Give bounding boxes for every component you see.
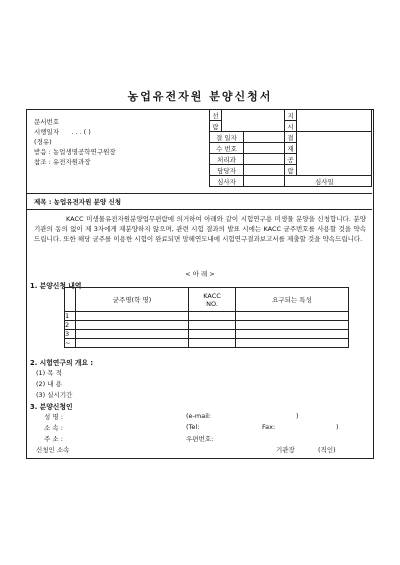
row-dept-value[interactable] [244,154,285,165]
date-label: 시행일자 [34,128,60,136]
below-heading: < 아 래 > [185,270,215,278]
applicant-affiliation-label: 신청인 소속 [36,446,70,454]
request-items-table [64,287,349,348]
gyeoljae-gongram-box[interactable] [297,132,372,176]
index-header [65,288,76,312]
row-number-value[interactable] [244,143,285,154]
affiliation-label: 소 속 : [44,424,63,432]
row-date-value[interactable] [244,132,285,143]
subject-row [26,193,372,210]
table-row [65,312,349,321]
email-label: (e-mail: [186,412,211,420]
kacc-no-cell[interactable] [189,321,236,330]
seon-ram-box[interactable] [222,110,285,132]
zipcode-label: 우편번호: [186,435,214,443]
section1-title: 1. 분양신청 내역 [30,282,82,290]
kacc-no-cell[interactable] [189,339,236,348]
strain-name-header: 균주명(학 명) [76,288,189,312]
ram-label: 람 [210,121,222,132]
row-date-label: 결 일자 [210,132,244,143]
address-label: 주 소 : [44,435,63,443]
gong-label: 공 [285,154,297,165]
jisi-box[interactable] [297,110,372,132]
via-label: (경유) [34,138,52,146]
institution-head-label: 기관장 [276,446,295,454]
row-index: 3 [65,330,76,339]
section3-title: 3. 분양신청인 [30,403,73,411]
body-paragraph [34,214,366,244]
kacc-no-cell[interactable] [189,312,236,321]
form-header [26,109,372,194]
row-dept-label: 처리과 [210,154,244,165]
email-close: ) [296,412,299,420]
trait-cell[interactable] [236,330,349,339]
strain-name-cell[interactable] [76,330,189,339]
doc-number-label: 문서번호 [34,118,60,126]
seon-label: 선 [210,110,222,121]
strain-name-cell[interactable] [76,312,189,321]
ram2-label: 람 [285,165,297,176]
row-staff-label: 담당자 [210,165,244,176]
table-row [65,339,349,348]
fax-label: Fax: [262,423,276,431]
form-title: 농업유전자원 분양신청서 [127,90,273,103]
period-label: (3) 실시기간 [36,391,73,399]
subject-text: 제목 : 농업유전자원 분양 신청 [34,198,121,206]
date-row [34,127,116,137]
jae-label: 재 [285,143,297,154]
gyeol-label: 결 [285,132,297,143]
trait-cell[interactable] [236,321,349,330]
row-reviewer-value[interactable] [244,176,285,187]
header-info [34,117,116,167]
row-index: ~ [65,339,76,348]
reference-label: 참조 : 유전자원과장 [34,158,91,166]
kacc-no-cell[interactable] [189,330,236,339]
purpose-label: (1) 목 적 [36,369,62,377]
trait-cell[interactable] [236,312,349,321]
row-number-label: 수 번호 [210,143,244,154]
row-index: 1 [65,312,76,321]
strain-name-cell[interactable] [76,321,189,330]
content-label: (2) 내 용 [36,380,62,388]
row-index: 2 [65,321,76,330]
tel-label: (Tel: [186,423,200,431]
review-date-label: 심사일 [285,176,372,187]
row-staff-value[interactable] [244,165,285,176]
row-reviewer-label: 심사자 [210,176,244,187]
ji-label: 지 [285,110,297,121]
approval-table [209,109,372,187]
recipient-label: 받음 : 농업생명공학연구원장 [34,148,116,156]
date-value: . . . ( ) [71,128,91,136]
official-seal-label: (직인) [318,446,336,454]
trait-cell[interactable] [236,339,349,348]
kacc-no-header: KACC NO. [189,288,236,312]
strain-name-cell[interactable] [76,339,189,348]
si-label: 시 [285,121,297,132]
section2-title: 2. 시험연구의 개요 : [30,359,94,367]
tel-close: ) [336,423,339,431]
table-row [65,330,349,339]
body-text: KACC 미생물유전자원분양업무편람에 의거하여 아래와 같이 시험연구용 미생물 분양을 신청합니다. 분양기관의 동의 없이 제 3자에게 재분양하지 않으며, 관련 시험 결과의 발표 시에는 KACC 균주번호를 사용할 것을 약속드립니다. 또한 해당 균주를 이용한 시험이 완료되면 망해연도내에 시험연구결과보고서를 제출할 것을 약속드립니다. [34,215,366,243]
table-row [65,321,349,330]
trait-header: 요구되는 특성 [236,288,349,312]
name-label: 성 명 : [44,413,63,421]
